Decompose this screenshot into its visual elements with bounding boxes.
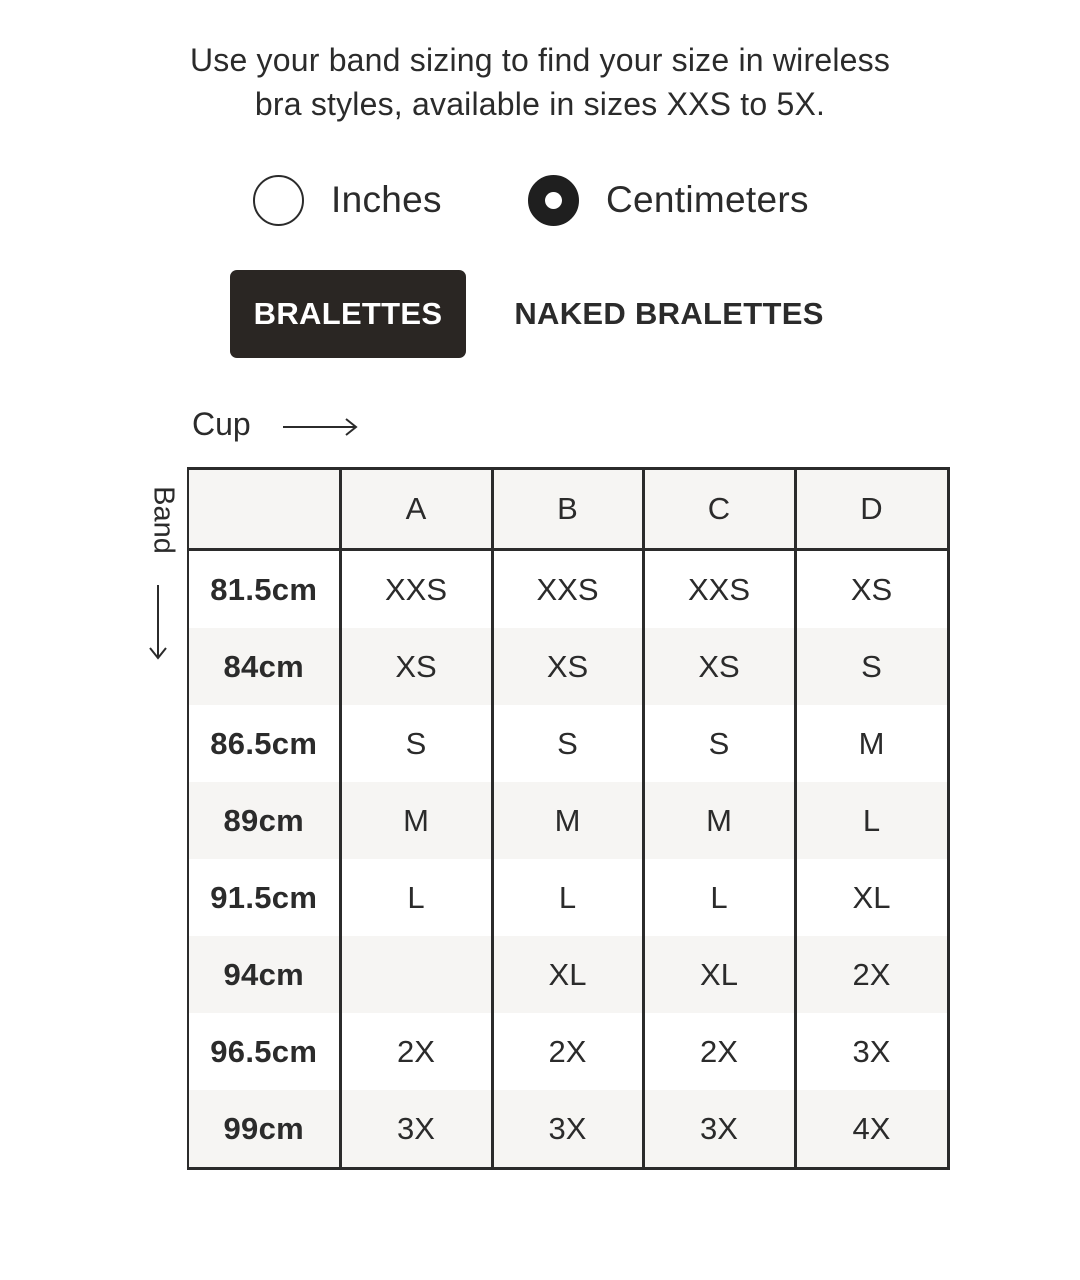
size-cell: 3X	[795, 1013, 948, 1090]
unit-option-inches[interactable]	[253, 170, 442, 230]
size-cell: XS	[795, 550, 948, 629]
band-size-cell: 81.5cm	[188, 550, 340, 629]
size-chart-table	[187, 467, 950, 1170]
cup-header-a: A	[340, 469, 492, 550]
band-size-cell: 96.5cm	[188, 1013, 340, 1090]
size-cell: 2X	[492, 1013, 643, 1090]
inches-label: Inches	[331, 179, 442, 220]
cup-header-b: B	[492, 469, 643, 550]
inches-radio[interactable]	[253, 175, 304, 226]
cup-header-d: D	[795, 469, 948, 550]
table-row	[188, 705, 948, 782]
size-cell: XS	[643, 628, 795, 705]
band-size-cell: 91.5cm	[188, 859, 340, 936]
size-cell: 3X	[492, 1090, 643, 1169]
size-cell	[340, 936, 492, 1013]
tab-naked-bralettes[interactable]: NAKED BRALETTES	[514, 296, 824, 331]
intro-line-1: Use your band sizing to find your size in wireless	[189, 42, 891, 78]
table-row	[188, 1090, 948, 1169]
band-axis-text: Band	[147, 486, 180, 554]
size-cell: M	[492, 782, 643, 859]
band-size-cell: 99cm	[188, 1090, 340, 1169]
centimeters-radio[interactable]	[528, 175, 579, 226]
size-cell: S	[643, 705, 795, 782]
cup-axis-label: Cup	[192, 406, 251, 442]
size-cell: L	[492, 859, 643, 936]
size-cell: M	[340, 782, 492, 859]
size-cell: L	[643, 859, 795, 936]
band-size-cell: 89cm	[188, 782, 340, 859]
size-cell: S	[795, 628, 948, 705]
table-row	[188, 936, 948, 1013]
band-axis-label	[143, 480, 183, 560]
table-row	[188, 859, 948, 936]
arrow-right-icon	[282, 416, 358, 438]
table-row	[188, 1013, 948, 1090]
size-cell: XL	[643, 936, 795, 1013]
size-cell: XL	[492, 936, 643, 1013]
size-cell: 4X	[795, 1090, 948, 1169]
table-header-row	[188, 469, 948, 550]
size-cell: XS	[340, 628, 492, 705]
size-cell: XXS	[492, 550, 643, 629]
band-size-cell: 84cm	[188, 628, 340, 705]
unit-selector	[0, 170, 1080, 230]
size-cell: XXS	[340, 550, 492, 629]
unit-option-centimeters[interactable]	[528, 170, 809, 230]
size-cell: M	[643, 782, 795, 859]
size-cell: 2X	[643, 1013, 795, 1090]
tab-bralettes[interactable]: BRALETTES	[230, 270, 466, 358]
band-size-cell: 94cm	[188, 936, 340, 1013]
size-cell: M	[795, 705, 948, 782]
table-row	[188, 628, 948, 705]
size-cell: XXS	[643, 550, 795, 629]
size-cell: XS	[492, 628, 643, 705]
size-cell: L	[340, 859, 492, 936]
size-cell: S	[492, 705, 643, 782]
size-cell: 3X	[340, 1090, 492, 1169]
intro-line-2: bra styles, available in sizes XXS to 5X.	[254, 86, 826, 122]
size-cell: 2X	[340, 1013, 492, 1090]
intro-text	[90, 38, 990, 126]
corner-cell	[188, 469, 340, 550]
size-cell: S	[340, 705, 492, 782]
cup-header-c: C	[643, 469, 795, 550]
centimeters-label: Centimeters	[606, 179, 809, 220]
size-cell: XL	[795, 859, 948, 936]
table-row	[188, 550, 948, 629]
size-cell: L	[795, 782, 948, 859]
size-cell: 2X	[795, 936, 948, 1013]
arrow-down-icon	[147, 584, 169, 660]
table-row	[188, 782, 948, 859]
size-cell: 3X	[643, 1090, 795, 1169]
band-size-cell: 86.5cm	[188, 705, 340, 782]
